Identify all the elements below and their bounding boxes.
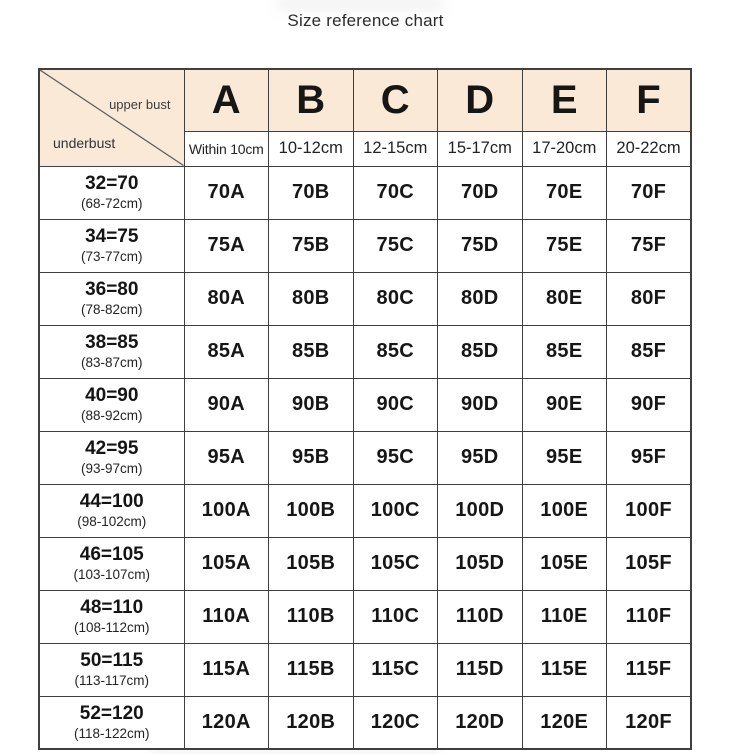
table-row	[39, 696, 691, 749]
size-cell-115A: 115A	[184, 643, 269, 696]
size-cell-85D: 85D	[438, 325, 523, 378]
band-range-label: (73-77cm)	[80, 249, 143, 265]
band-size-label: 40=90	[85, 385, 139, 407]
size-cell-75D: 75D	[438, 219, 523, 272]
band-size-label: 42=95	[85, 438, 139, 460]
size-cell-100F: 100F	[607, 484, 692, 537]
size-cell-100A: 100A	[184, 484, 269, 537]
band-range-label: (83-87cm)	[80, 355, 143, 371]
size-cell-80A: 80A	[184, 272, 269, 325]
size-reference-table	[38, 68, 692, 750]
underbust-label: underbust	[53, 134, 116, 151]
size-cell-95C: 95C	[353, 431, 438, 484]
size-cell-95A: 95A	[184, 431, 269, 484]
size-cell-90E: 90E	[522, 378, 607, 431]
cup-range-E: 17-20cm	[522, 131, 607, 166]
size-cell-105C: 105C	[353, 537, 438, 590]
band-range-label: (108-112cm)	[73, 620, 150, 636]
table-row	[39, 325, 691, 378]
size-cell-120D: 120D	[438, 696, 523, 749]
band-range-label: (103-107cm)	[73, 567, 151, 583]
size-cell-80F: 80F	[607, 272, 692, 325]
table-row	[39, 166, 691, 219]
size-cell-110B: 110B	[269, 590, 354, 643]
band-size-label: 46=105	[79, 544, 144, 566]
band-size-label: 44=100	[79, 491, 144, 513]
size-cell-90F: 90F	[607, 378, 692, 431]
size-cell-100C: 100C	[353, 484, 438, 537]
band-size-label: 38=85	[85, 332, 139, 354]
size-cell-80D: 80D	[438, 272, 523, 325]
size-cell-115C: 115C	[353, 643, 438, 696]
size-cell-100D: 100D	[438, 484, 523, 537]
band-size-label: 48=110	[80, 597, 144, 619]
size-cell-115D: 115D	[438, 643, 523, 696]
size-cell-115F: 115F	[607, 643, 692, 696]
size-cell-75A: 75A	[184, 219, 269, 272]
band-range-label: (113-117cm)	[74, 673, 150, 689]
size-cell-110E: 110E	[522, 590, 607, 643]
upper-bust-label: upper bust	[109, 97, 171, 112]
row-header	[39, 590, 184, 643]
size-cell-115E: 115E	[522, 643, 607, 696]
size-cell-120E: 120E	[522, 696, 607, 749]
size-cell-95D: 95D	[438, 431, 523, 484]
size-cell-120F: 120F	[607, 696, 692, 749]
size-cell-115B: 115B	[269, 643, 354, 696]
size-cell-90D: 90D	[438, 378, 523, 431]
size-cell-70B: 70B	[269, 166, 354, 219]
page-title: Size reference chart	[287, 11, 444, 30]
size-cell-80B: 80B	[269, 272, 354, 325]
size-cell-90C: 90C	[353, 378, 438, 431]
band-size-label: 50=115	[80, 650, 144, 672]
row-header	[39, 696, 184, 749]
band-size-label: 34=75	[85, 226, 139, 248]
diagonal-line-icon	[40, 70, 184, 166]
size-cell-110C: 110C	[353, 590, 438, 643]
band-range-label: (118-122cm)	[73, 725, 150, 741]
size-table-body	[39, 166, 691, 749]
size-cell-120B: 120B	[269, 696, 354, 749]
size-cell-85A: 85A	[184, 325, 269, 378]
table-row	[39, 272, 691, 325]
band-size-label: 52=120	[79, 703, 144, 725]
size-cell-85C: 85C	[353, 325, 438, 378]
size-cell-80C: 80C	[353, 272, 438, 325]
size-cell-100B: 100B	[269, 484, 354, 537]
row-header	[39, 431, 184, 484]
cup-column-header-C: C	[353, 69, 438, 131]
table-row	[39, 431, 691, 484]
size-cell-85B: 85B	[269, 325, 354, 378]
table-row	[39, 219, 691, 272]
size-cell-110D: 110D	[438, 590, 523, 643]
table-row	[39, 643, 691, 696]
size-cell-110F: 110F	[607, 590, 692, 643]
size-cell-120A: 120A	[184, 696, 269, 749]
size-cell-75C: 75C	[353, 219, 438, 272]
size-cell-80E: 80E	[522, 272, 607, 325]
table-row	[39, 378, 691, 431]
size-cell-95F: 95F	[607, 431, 692, 484]
cup-column-header-B: B	[269, 69, 354, 131]
size-cell-85F: 85F	[607, 325, 692, 378]
cup-column-header-F: F	[607, 69, 692, 131]
band-range-label: (93-97cm)	[80, 461, 143, 477]
size-cell-105F: 105F	[607, 537, 692, 590]
row-header	[39, 166, 184, 219]
band-size-label: 32=70	[85, 173, 139, 195]
band-range-label: (68-72cm)	[80, 196, 143, 212]
band-range-label: (98-102cm)	[77, 514, 147, 530]
table-row	[39, 590, 691, 643]
row-header	[39, 272, 184, 325]
cup-range-D: 15-17cm	[438, 131, 523, 166]
size-cell-120C: 120C	[353, 696, 438, 749]
size-cell-90B: 90B	[269, 378, 354, 431]
cup-column-header-D: D	[438, 69, 523, 131]
size-cell-75F: 75F	[607, 219, 692, 272]
size-cell-90A: 90A	[184, 378, 269, 431]
size-cell-70D: 70D	[438, 166, 523, 219]
cup-range-A: Within 10cm	[184, 131, 269, 166]
size-cell-95E: 95E	[522, 431, 607, 484]
size-cell-100E: 100E	[522, 484, 607, 537]
band-range-label: (88-92cm)	[80, 408, 143, 424]
size-cell-105D: 105D	[438, 537, 523, 590]
size-cell-105A: 105A	[184, 537, 269, 590]
cup-column-header-A: A	[184, 69, 269, 131]
band-size-label: 36=80	[85, 279, 139, 301]
row-header	[39, 537, 184, 590]
table-row	[39, 537, 691, 590]
size-cell-75E: 75E	[522, 219, 607, 272]
size-cell-95B: 95B	[269, 431, 354, 484]
row-header	[39, 378, 184, 431]
band-range-label: (78-82cm)	[80, 302, 143, 318]
table-row	[39, 484, 691, 537]
row-header	[39, 484, 184, 537]
cup-range-F: 20-22cm	[607, 131, 692, 166]
size-cell-105B: 105B	[269, 537, 354, 590]
size-cell-110A: 110A	[184, 590, 269, 643]
size-cell-70A: 70A	[184, 166, 269, 219]
corner-cell	[39, 69, 184, 166]
size-cell-105E: 105E	[522, 537, 607, 590]
row-header	[39, 219, 184, 272]
size-cell-70E: 70E	[522, 166, 607, 219]
cup-column-header-E: E	[522, 69, 607, 131]
size-cell-70C: 70C	[353, 166, 438, 219]
cup-range-B: 10-12cm	[269, 131, 354, 166]
row-header	[39, 325, 184, 378]
size-cell-75B: 75B	[269, 219, 354, 272]
size-cell-70F: 70F	[607, 166, 692, 219]
row-header	[39, 643, 184, 696]
cup-letter-row	[39, 69, 691, 131]
size-cell-85E: 85E	[522, 325, 607, 378]
cup-range-C: 12-15cm	[353, 131, 438, 166]
